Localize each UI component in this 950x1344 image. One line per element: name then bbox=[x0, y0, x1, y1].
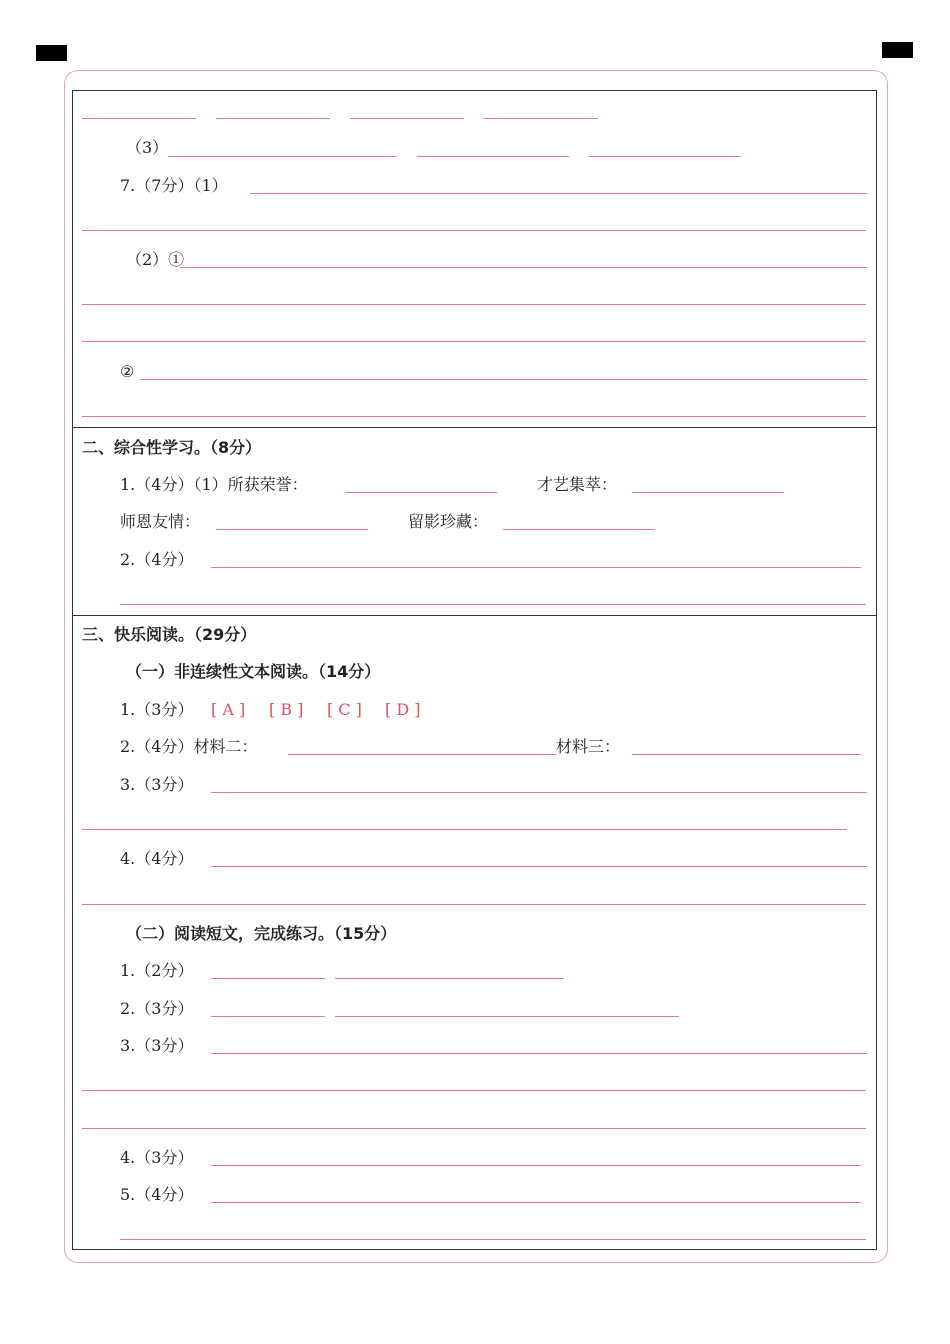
question-label: 1.（2分） bbox=[120, 961, 194, 980]
answer-line[interactable] bbox=[168, 156, 397, 157]
question-label: 2.（4分） bbox=[120, 550, 194, 569]
section-divider bbox=[72, 427, 877, 428]
answer-line[interactable] bbox=[82, 230, 866, 231]
answer-line[interactable] bbox=[82, 829, 847, 830]
field-label: 才艺集萃： bbox=[537, 475, 618, 494]
answer-line[interactable] bbox=[335, 978, 564, 979]
answer-line[interactable] bbox=[632, 492, 784, 493]
section-title: 三、快乐阅读。（29分） bbox=[82, 625, 257, 644]
answer-line[interactable] bbox=[211, 1165, 861, 1166]
answer-line[interactable] bbox=[140, 379, 867, 380]
subsection-title: （二）阅读短文，完成练习。（15分） bbox=[126, 924, 397, 943]
field-label: 留影珍藏： bbox=[408, 512, 489, 531]
question-label: 4.（4分） bbox=[120, 849, 194, 868]
answer-line[interactable] bbox=[632, 754, 861, 755]
corner-marker-left bbox=[36, 45, 67, 61]
answer-line[interactable] bbox=[484, 118, 598, 119]
answer-line[interactable] bbox=[82, 1128, 866, 1129]
question-label: ② bbox=[120, 362, 135, 381]
answer-line[interactable] bbox=[216, 118, 330, 119]
section-title: 二、综合性学习。（8分） bbox=[82, 438, 262, 457]
answer-line[interactable] bbox=[211, 1016, 325, 1017]
answer-line[interactable] bbox=[82, 341, 866, 342]
answer-line[interactable] bbox=[250, 193, 867, 194]
answer-line[interactable] bbox=[350, 118, 464, 119]
answer-line[interactable] bbox=[288, 754, 556, 755]
field-label: 师恩友情： bbox=[120, 512, 201, 531]
option-b[interactable]: [ B ] bbox=[269, 700, 304, 719]
answer-line[interactable] bbox=[345, 492, 497, 493]
question-label: 4.（3分） bbox=[120, 1148, 194, 1167]
question-label: 1.（4分）（1）所获荣誉： bbox=[120, 475, 308, 494]
answer-line[interactable] bbox=[82, 1090, 866, 1091]
answer-line[interactable] bbox=[82, 904, 866, 905]
question-label: 3.（3分） bbox=[120, 1036, 194, 1055]
answer-line[interactable] bbox=[211, 978, 325, 979]
option-c[interactable]: [ C ] bbox=[327, 700, 362, 719]
answer-line[interactable] bbox=[211, 1202, 861, 1203]
answer-line[interactable] bbox=[82, 118, 196, 119]
answer-line[interactable] bbox=[211, 866, 867, 867]
answer-line[interactable] bbox=[82, 304, 866, 305]
answer-line[interactable] bbox=[417, 156, 569, 157]
question-label: 2.（4分）材料二： bbox=[120, 737, 258, 756]
answer-line[interactable] bbox=[120, 604, 866, 605]
answer-line[interactable] bbox=[211, 792, 867, 793]
question-label: 5.（4分） bbox=[120, 1185, 194, 1204]
section-divider bbox=[72, 615, 877, 616]
option-a[interactable]: [ A ] bbox=[211, 700, 246, 719]
question-label: （2）① bbox=[126, 250, 185, 269]
subsection-title: （一）非连续性文本阅读。（14分） bbox=[126, 662, 381, 681]
answer-line[interactable] bbox=[216, 529, 368, 530]
field-label: 材料三： bbox=[556, 737, 621, 756]
answer-line[interactable] bbox=[120, 1239, 866, 1240]
question-label: 3.（3分） bbox=[120, 775, 194, 794]
answer-line[interactable] bbox=[82, 416, 866, 417]
answer-line[interactable] bbox=[211, 1053, 867, 1054]
question-label: 7.（7分）（1） bbox=[120, 176, 228, 195]
question-label: 1.（3分） bbox=[120, 700, 194, 719]
answer-line[interactable] bbox=[180, 267, 867, 268]
answer-line[interactable] bbox=[335, 1016, 679, 1017]
option-d[interactable]: [ D ] bbox=[385, 700, 421, 719]
question-label: （3） bbox=[126, 138, 169, 157]
answer-line[interactable] bbox=[589, 156, 741, 157]
answer-line[interactable] bbox=[503, 529, 655, 530]
corner-marker-right bbox=[882, 42, 913, 58]
answer-line[interactable] bbox=[211, 567, 861, 568]
question-label: 2.（3分） bbox=[120, 999, 194, 1018]
